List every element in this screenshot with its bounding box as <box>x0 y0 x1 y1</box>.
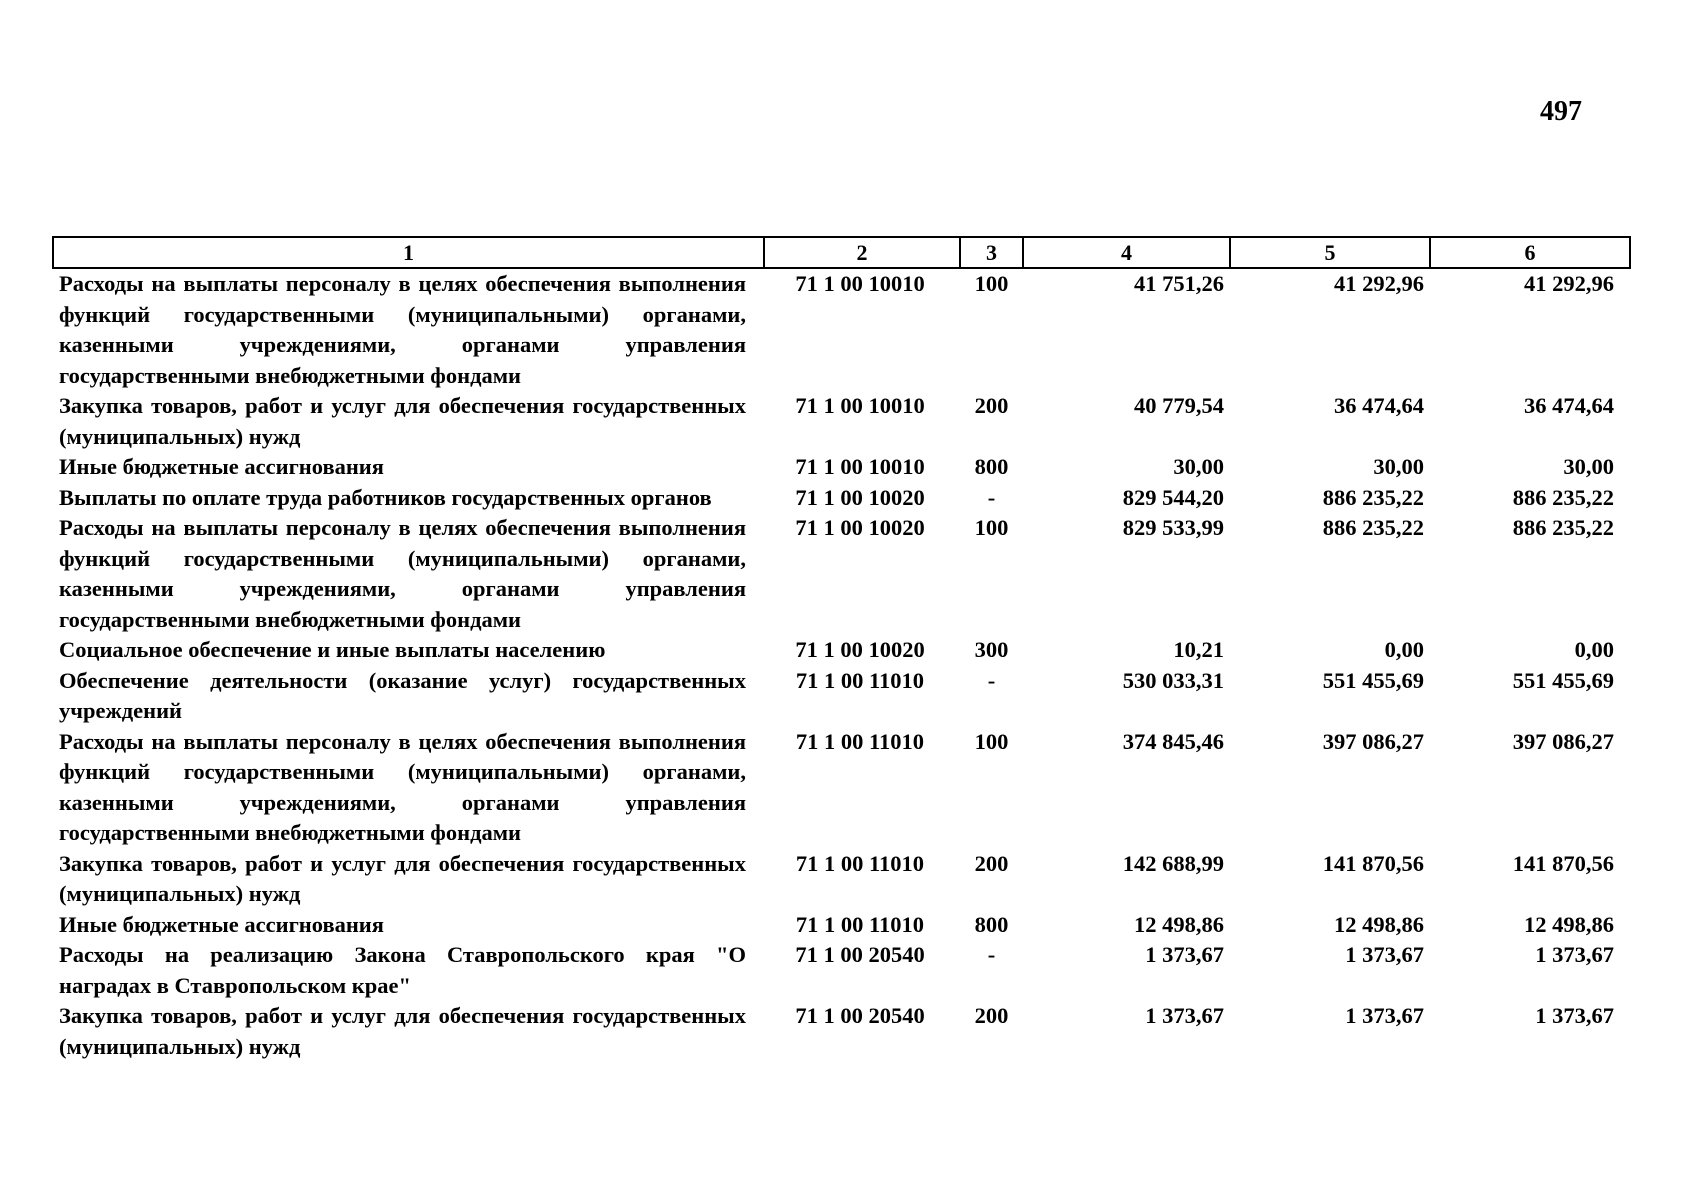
table-row <box>53 452 1630 483</box>
amount-col-5-cell: 30,00 <box>1373 454 1424 479</box>
header-row <box>53 237 1630 268</box>
amount-col-4-cell: 40 779,54 <box>1134 393 1224 418</box>
header-col-3: 3 <box>960 237 1023 268</box>
amount-col-4-cell: 530 033,31 <box>1122 667 1224 693</box>
expense-name-cell: Иные бюджетные ассигнования <box>59 911 384 937</box>
amount-col-5-cell: 141 870,56 <box>1322 850 1424 876</box>
target-code-cell: 71 1 00 10010 <box>795 454 925 479</box>
table-row <box>53 513 1630 635</box>
amount-col-6-cell: 30,00 <box>1563 454 1614 479</box>
amount-col-6-cell: 141 870,56 <box>1512 850 1614 876</box>
table-row <box>53 940 1630 1001</box>
expense-name-cell: Расходы на реализацию Закона Ставропольского края "О наградах в Ставропольском крае" <box>59 942 746 998</box>
expense-type-cell: 100 <box>974 515 1009 540</box>
amount-col-6-cell: 36 474,64 <box>1524 393 1614 418</box>
header-col-6: 6 <box>1430 237 1630 268</box>
amount-col-5-cell: 886 235,22 <box>1322 515 1424 540</box>
amount-col-6-cell: 886 235,22 <box>1512 515 1614 540</box>
expense-name-cell: Закупка товаров, работ и услуг для обеспечения государственных (муниципальных) нужд <box>59 1003 746 1059</box>
header-col-4: 4 <box>1023 237 1230 268</box>
table-row <box>53 727 1630 849</box>
expense-type-cell: - <box>987 942 996 967</box>
header-col-5: 5 <box>1230 237 1430 268</box>
expense-name-cell: Иные бюджетные ассигнования <box>59 454 384 479</box>
table-row <box>53 268 1630 391</box>
expense-name-cell: Социальное обеспечение и иные выплаты населению <box>59 637 606 662</box>
page-number: 497 <box>1540 96 1582 127</box>
table-header <box>53 237 1630 268</box>
target-code-cell: 71 1 00 11010 <box>795 728 925 754</box>
expense-type-cell: 800 <box>974 454 1009 479</box>
amount-col-5-cell: 1 373,67 <box>1345 1003 1424 1028</box>
table-row <box>53 1001 1630 1062</box>
expense-name-cell: Расходы на выплаты персоналу в целях обеспечения выполнения функций государственными (муниципальными) органами, казенными учреждениями, органами управления государственными внебюджетными фондами <box>59 515 746 632</box>
table-row <box>53 666 1630 727</box>
header-col-2: 2 <box>764 237 960 268</box>
amount-col-6-cell: 1 373,67 <box>1535 1003 1614 1028</box>
amount-col-4-cell: 12 498,86 <box>1134 911 1224 937</box>
amount-col-4-cell: 41 751,26 <box>1134 271 1224 296</box>
target-code-cell: 71 1 00 10020 <box>795 515 925 540</box>
table-row <box>53 910 1630 941</box>
target-code-cell: 71 1 00 11010 <box>795 911 925 937</box>
target-code-cell: 71 1 00 11010 <box>795 667 925 693</box>
amount-col-4-cell: 30,00 <box>1173 454 1224 479</box>
target-code-cell: 71 1 00 20540 <box>795 1003 925 1028</box>
amount-col-5-cell: 12 498,86 <box>1334 911 1424 937</box>
budget-table <box>52 236 1631 1062</box>
target-code-cell: 71 1 00 20540 <box>795 942 925 967</box>
expense-type-cell: 800 <box>974 911 1009 937</box>
expense-name-cell: Расходы на выплаты персоналу в целях обеспечения выполнения функций государственными (муниципальными) органами, казенными учреждениями, органами управления государственными внебюджетными фондами <box>59 728 746 845</box>
table-row <box>53 483 1630 514</box>
amount-col-6-cell: 551 455,69 <box>1512 667 1614 693</box>
expense-type-cell: 100 <box>974 271 1009 296</box>
amount-col-6-cell: 1 373,67 <box>1535 942 1614 967</box>
expense-type-cell: 200 <box>974 1003 1009 1028</box>
amount-col-5-cell: 397 086,27 <box>1322 728 1424 754</box>
amount-col-6-cell: 397 086,27 <box>1512 728 1614 754</box>
expense-name-cell: Закупка товаров, работ и услуг для обеспечения государственных (муниципальных) нужд <box>59 850 746 906</box>
amount-col-5-cell: 41 292,96 <box>1334 271 1424 296</box>
expense-type-cell: 300 <box>974 637 1009 662</box>
table-row <box>53 635 1630 666</box>
target-code-cell: 71 1 00 10010 <box>795 271 925 296</box>
table-row <box>53 849 1630 910</box>
amount-col-5-cell: 551 455,69 <box>1322 667 1424 693</box>
target-code-cell: 71 1 00 10020 <box>795 484 925 510</box>
amount-col-6-cell: 886 235,22 <box>1512 484 1614 510</box>
expense-type-cell: 200 <box>974 393 1009 418</box>
amount-col-4-cell: 374 845,46 <box>1122 728 1224 754</box>
target-code-cell: 71 1 00 10020 <box>795 637 925 662</box>
amount-col-4-cell: 829 533,99 <box>1122 515 1224 540</box>
expense-type-cell: 100 <box>974 728 1009 754</box>
amount-col-4-cell: 1 373,67 <box>1145 942 1224 967</box>
amount-col-4-cell: 829 544,20 <box>1122 484 1224 510</box>
expense-name-cell: Обеспечение деятельности (оказание услуг) государственных учреждений <box>59 667 746 723</box>
expense-name-cell: Выплаты по оплате труда работников государственных органов <box>59 484 712 510</box>
amount-col-5-cell: 1 373,67 <box>1345 942 1424 967</box>
target-code-cell: 71 1 00 11010 <box>795 850 925 876</box>
amount-col-5-cell: 0,00 <box>1384 637 1424 662</box>
amount-col-6-cell: 12 498,86 <box>1524 911 1614 937</box>
amount-col-5-cell: 36 474,64 <box>1334 393 1424 418</box>
expense-type-cell: - <box>987 484 996 510</box>
amount-col-4-cell: 1 373,67 <box>1145 1003 1224 1028</box>
amount-col-6-cell: 41 292,96 <box>1524 271 1614 296</box>
amount-col-6-cell: 0,00 <box>1574 637 1614 662</box>
expense-name-cell: Закупка товаров, работ и услуг для обеспечения государственных (муниципальных) нужд <box>59 393 746 449</box>
expense-name-cell: Расходы на выплаты персоналу в целях обеспечения выполнения функций государственными (муниципальными) органами, казенными учреждениями, органами управления государственными внебюджетными фондами <box>59 271 746 388</box>
table-body <box>53 268 1630 1062</box>
table-row <box>53 391 1630 452</box>
amount-col-4-cell: 10,21 <box>1173 637 1224 662</box>
amount-col-4-cell: 142 688,99 <box>1122 850 1224 876</box>
amount-col-5-cell: 886 235,22 <box>1322 484 1424 510</box>
expense-type-cell: - <box>987 667 996 693</box>
target-code-cell: 71 1 00 10010 <box>795 393 925 418</box>
header-col-1: 1 <box>53 237 764 268</box>
expense-type-cell: 200 <box>974 850 1009 876</box>
budget-table-container <box>52 236 1629 1062</box>
